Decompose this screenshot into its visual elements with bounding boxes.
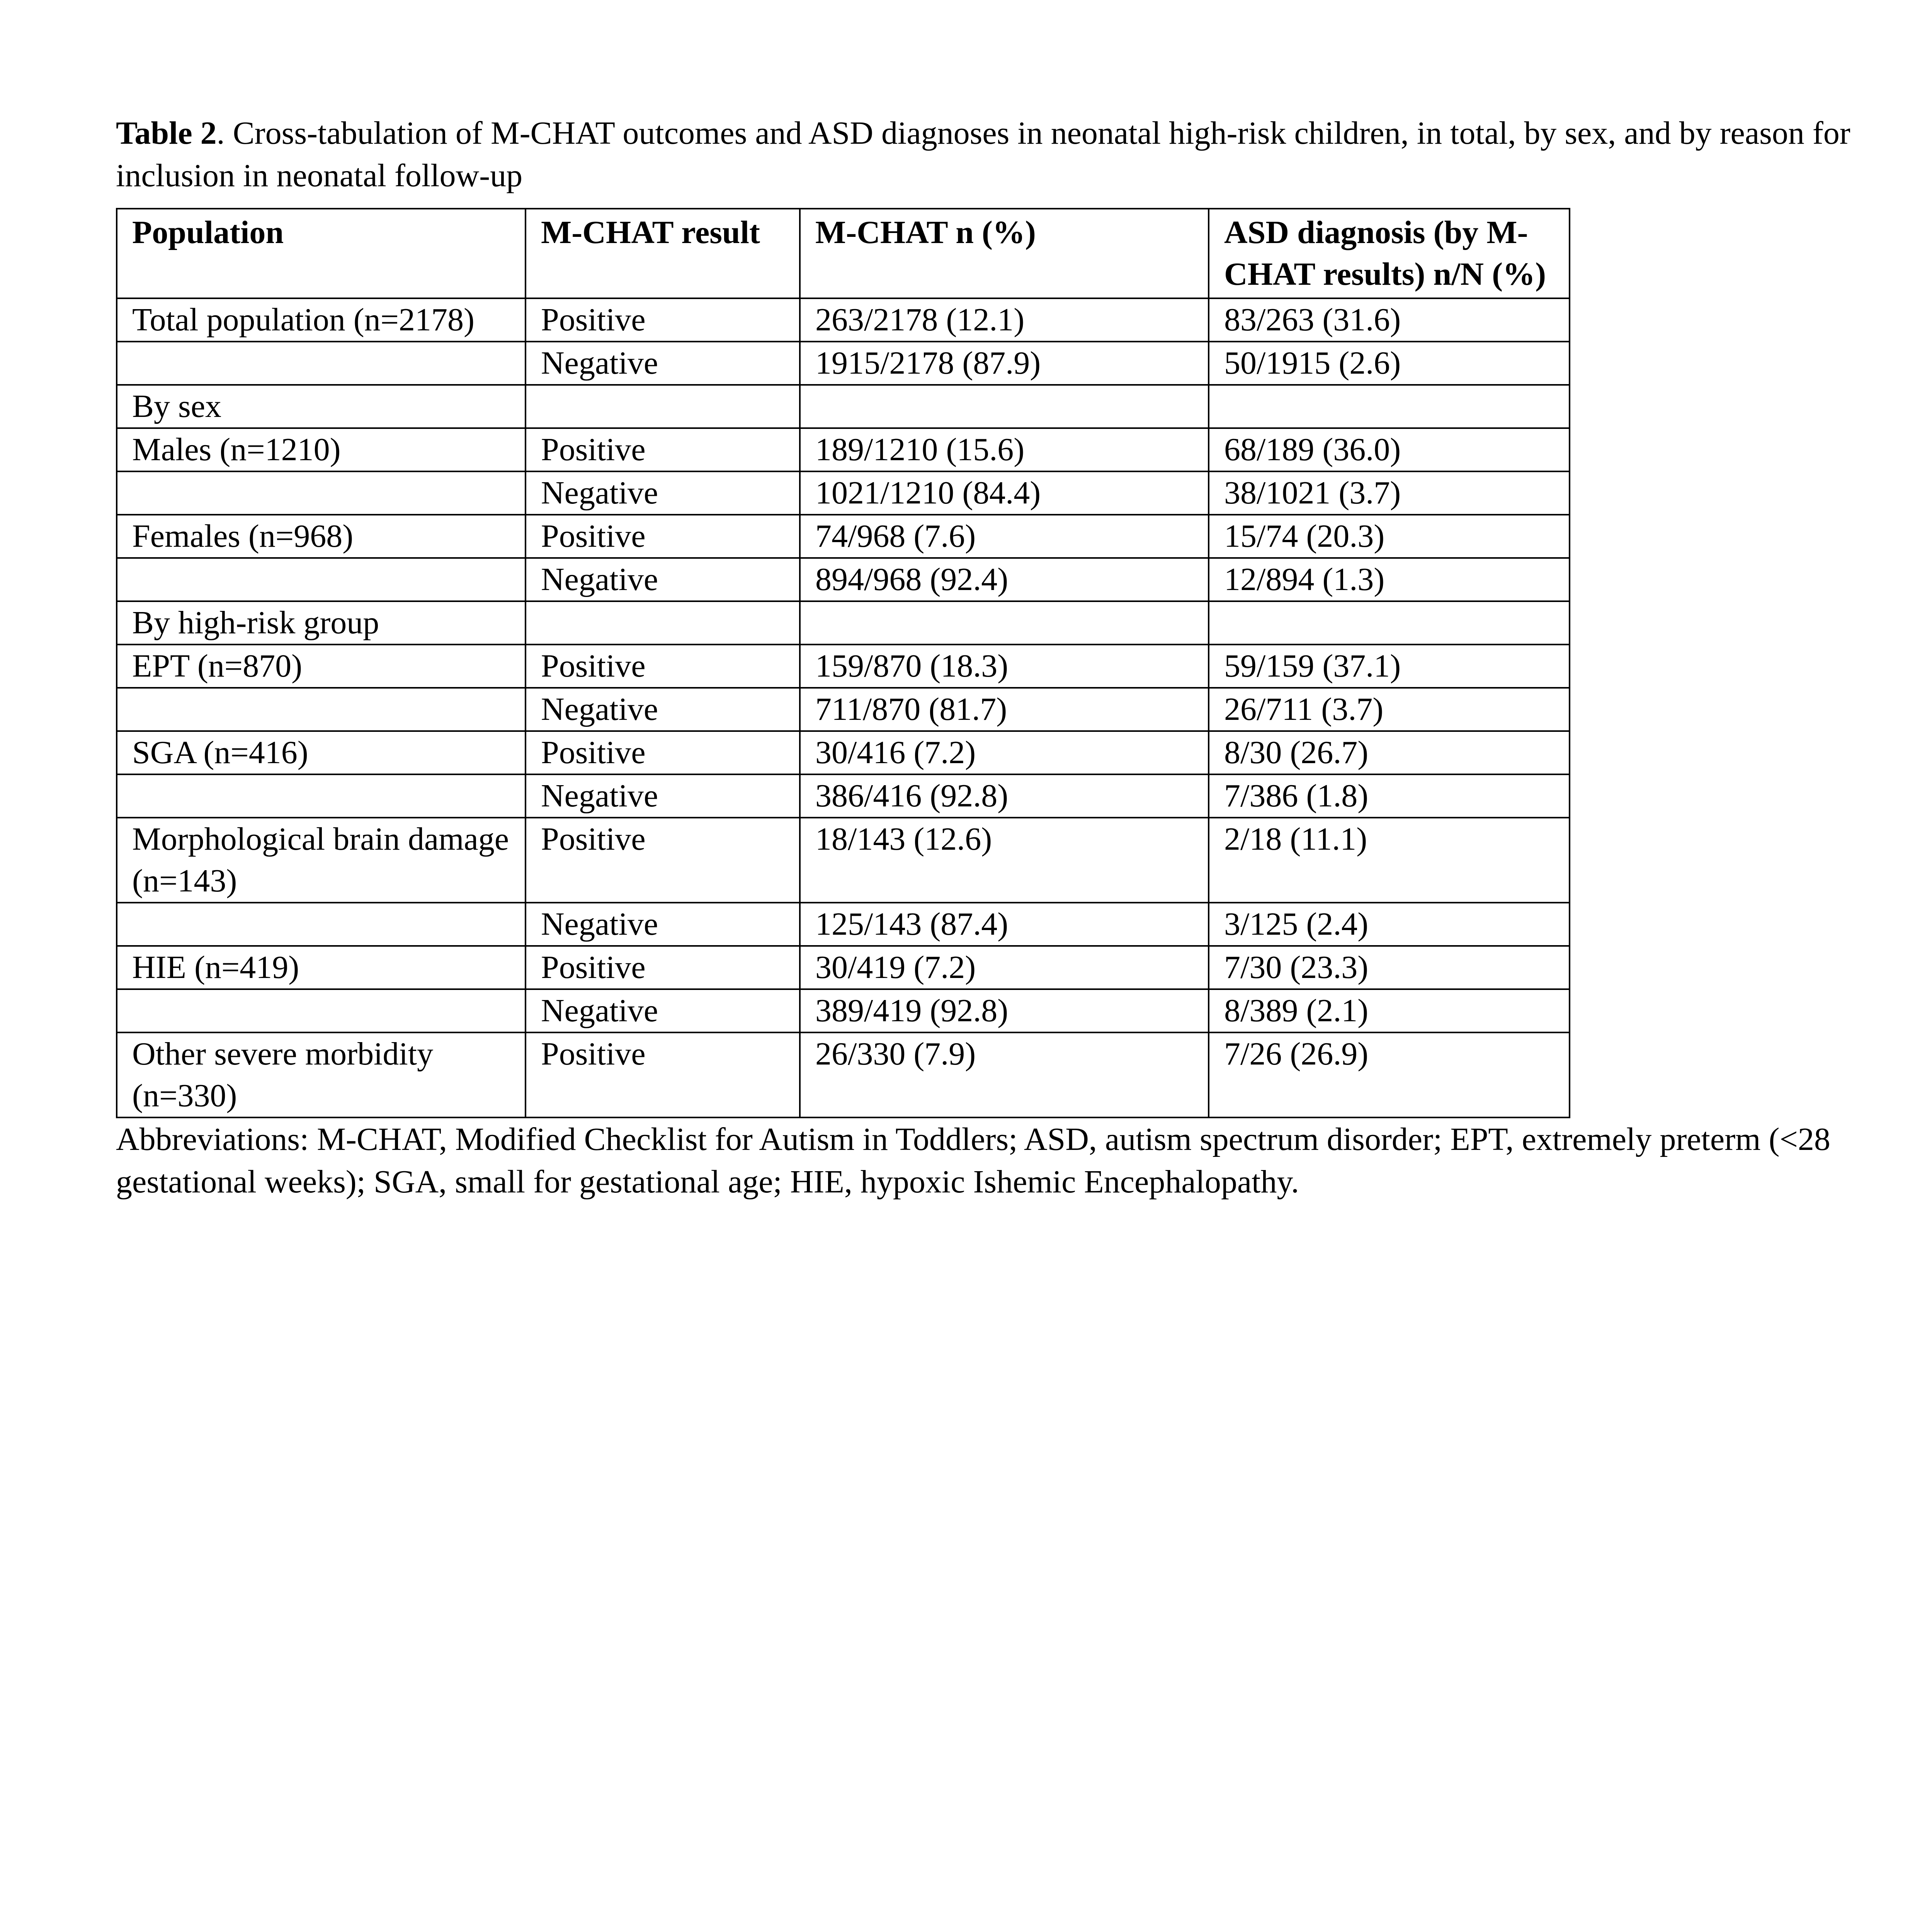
cell-asd-diagnosis: 2/18 (11.1) [1209, 818, 1570, 903]
cell-population: By high-risk group [117, 601, 526, 645]
header-mchat-n: M-CHAT n (%) [800, 209, 1209, 298]
document-page [116, 112, 1855, 1203]
cell-asd-diagnosis: 83/263 (31.6) [1209, 298, 1570, 342]
cell-mchat-result: Negative [526, 471, 800, 515]
cell-asd-diagnosis: 15/74 (20.3) [1209, 515, 1570, 558]
cell-mchat-result: Negative [526, 903, 800, 946]
cell-mchat-result: Positive [526, 645, 800, 688]
table-row [117, 774, 1570, 818]
table-row [117, 601, 1570, 645]
cell-mchat-result: Negative [526, 688, 800, 731]
cell-mchat-result: Negative [526, 989, 800, 1032]
cell-population [117, 558, 526, 601]
cell-mchat-n [800, 385, 1209, 428]
cell-population: By sex [117, 385, 526, 428]
cell-population [117, 471, 526, 515]
cell-population: HIE (n=419) [117, 946, 526, 989]
cell-mchat-n: 74/968 (7.6) [800, 515, 1209, 558]
cell-mchat-result: Negative [526, 774, 800, 818]
header-population: Population [117, 209, 526, 298]
cell-population: EPT (n=870) [117, 645, 526, 688]
cell-asd-diagnosis: 7/386 (1.8) [1209, 774, 1570, 818]
cell-mchat-result: Positive [526, 818, 800, 903]
cell-population: Total population (n=2178) [117, 298, 526, 342]
table-row [117, 903, 1570, 946]
cell-asd-diagnosis: 8/30 (26.7) [1209, 731, 1570, 774]
cell-asd-diagnosis: 12/894 (1.3) [1209, 558, 1570, 601]
cell-population [117, 688, 526, 731]
cell-mchat-n: 18/143 (12.6) [800, 818, 1209, 903]
cell-mchat-result: Negative [526, 342, 800, 385]
cell-asd-diagnosis: 8/389 (2.1) [1209, 989, 1570, 1032]
cell-mchat-result: Positive [526, 428, 800, 471]
table-row [117, 1032, 1570, 1117]
table-row [117, 385, 1570, 428]
table-row [117, 471, 1570, 515]
cell-asd-diagnosis: 68/189 (36.0) [1209, 428, 1570, 471]
cell-population: Other severe morbidity (n=330) [117, 1032, 526, 1117]
table-row [117, 946, 1570, 989]
table-row [117, 645, 1570, 688]
cell-mchat-n: 894/968 (92.4) [800, 558, 1209, 601]
cell-asd-diagnosis: 38/1021 (3.7) [1209, 471, 1570, 515]
cell-mchat-n: 263/2178 (12.1) [800, 298, 1209, 342]
cell-population [117, 342, 526, 385]
header-mchat-result: M-CHAT result [526, 209, 800, 298]
cell-population: Morphological brain damage (n=143) [117, 818, 526, 903]
table-row [117, 515, 1570, 558]
table-header-row [117, 209, 1570, 298]
cell-population [117, 989, 526, 1032]
cell-population: Males (n=1210) [117, 428, 526, 471]
table-body [117, 298, 1570, 1117]
table-caption [116, 112, 1855, 197]
table-row [117, 731, 1570, 774]
cell-mchat-n: 125/143 (87.4) [800, 903, 1209, 946]
cell-mchat-n: 189/1210 (15.6) [800, 428, 1209, 471]
cell-asd-diagnosis: 3/125 (2.4) [1209, 903, 1570, 946]
table-row [117, 298, 1570, 342]
table-row [117, 342, 1570, 385]
cell-population: Females (n=968) [117, 515, 526, 558]
cell-mchat-n: 26/330 (7.9) [800, 1032, 1209, 1117]
cell-mchat-result: Positive [526, 298, 800, 342]
cell-asd-diagnosis: 59/159 (37.1) [1209, 645, 1570, 688]
cell-mchat-result: Positive [526, 1032, 800, 1117]
cell-mchat-n: 30/419 (7.2) [800, 946, 1209, 989]
table-row [117, 688, 1570, 731]
cell-asd-diagnosis: 26/711 (3.7) [1209, 688, 1570, 731]
cell-asd-diagnosis: 7/26 (26.9) [1209, 1032, 1570, 1117]
cell-population [117, 903, 526, 946]
cell-population [117, 774, 526, 818]
cell-mchat-result: Negative [526, 558, 800, 601]
cell-mchat-result: Positive [526, 731, 800, 774]
cell-asd-diagnosis [1209, 601, 1570, 645]
cell-asd-diagnosis: 50/1915 (2.6) [1209, 342, 1570, 385]
cell-mchat-n: 386/416 (92.8) [800, 774, 1209, 818]
cell-mchat-n: 389/419 (92.8) [800, 989, 1209, 1032]
table-row [117, 989, 1570, 1032]
cell-asd-diagnosis [1209, 385, 1570, 428]
table-row [117, 428, 1570, 471]
cell-mchat-result [526, 385, 800, 428]
table-row [117, 558, 1570, 601]
table-caption-label: Table 2 [116, 115, 217, 151]
cell-mchat-n: 30/416 (7.2) [800, 731, 1209, 774]
header-asd-diagnosis: ASD diagnosis (by M-CHAT results) n/N (%) [1209, 209, 1570, 298]
cell-mchat-result [526, 601, 800, 645]
cell-mchat-n [800, 601, 1209, 645]
table-row [117, 818, 1570, 903]
cell-mchat-n: 1021/1210 (84.4) [800, 471, 1209, 515]
cell-mchat-n: 159/870 (18.3) [800, 645, 1209, 688]
cell-mchat-n: 1915/2178 (87.9) [800, 342, 1209, 385]
table-caption-text: . Cross-tabulation of M-CHAT outcomes and ASD diagnoses in neonatal high-risk children, in total, by sex, and by reason for inclusion in neonatal follow-up [116, 115, 1850, 194]
cell-mchat-result: Positive [526, 946, 800, 989]
cell-mchat-result: Positive [526, 515, 800, 558]
table-footnote: Abbreviations: M-CHAT, Modified Checklist for Autism in Toddlers; ASD, autism spectrum disorder; EPT, extremely preterm (<28 gestational weeks); SGA, small for gestational age; HIE, hypoxic Ishemic Encephalopathy. [116, 1121, 1830, 1200]
cell-population: SGA (n=416) [117, 731, 526, 774]
cell-asd-diagnosis: 7/30 (23.3) [1209, 946, 1570, 989]
cell-mchat-n: 711/870 (81.7) [800, 688, 1209, 731]
results-table [116, 208, 1570, 1118]
